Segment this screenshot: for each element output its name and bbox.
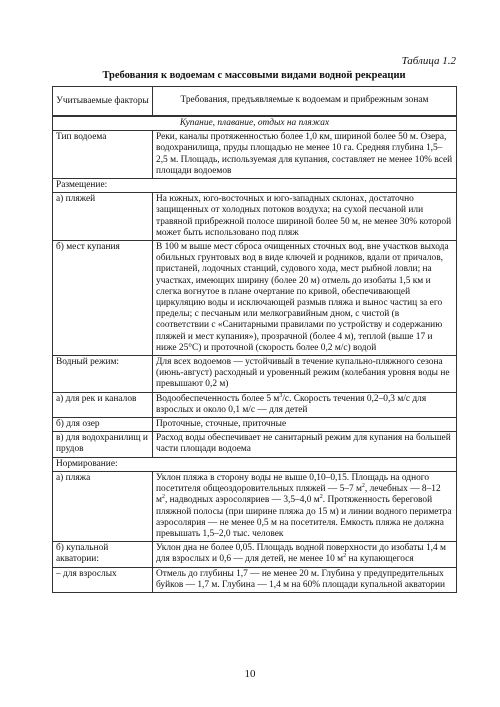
row-text: Расход воды обеспечивает не санитарный режим для купания на большей части площади водоема [153,432,457,457]
table-row [53,356,457,393]
row-text: Для всех водоемов — устойчивый в течение купально-пляжного сезона (июнь-август) расходный и уровенный режим (колебания уровня воды не превышают 0,2 м) [153,356,457,393]
table-row [53,193,457,241]
row-label: б) купальной акватории: [53,542,153,567]
header-factors: Учитываемые факторы [53,87,153,117]
table-row [53,241,457,356]
row-label: а) пляжа [53,471,153,541]
row-label: б) мест купания [53,241,153,356]
table-row [53,179,457,193]
row-label: а) для рек и каналов [53,392,153,417]
row-label: Размещение: [53,179,457,193]
table-row [53,432,457,457]
table-row [53,131,457,179]
table-row [53,116,457,131]
table-row [53,418,457,432]
row-text: Реки, каналы протяженностью более 1,0 км, шириной более 50 м. Озера, водохранилища, пруды площадью не менее 10 га. Средняя глубина 1,5–2,5 м. Площадь, используемая для купания, составляет не менее 10% всей площади водоемов [153,131,457,179]
table-row [53,567,457,592]
row-text: На южных, юго-восточных и юго-западных склонах, достаточно защищенных от холодных потоков воздуха; на сухой песчаной или травяной прибрежной полосе шириной более 50 м, не менее 30% которой может быть использовано под пляж [153,193,457,241]
row-text: Водообеспеченность более 5 $м^3/с$. Скорость течения 0,2–0,3 м/с для взрослых и около 0,1 м/с — для детей [153,392,457,417]
requirements-table [52,86,457,593]
row-label: а) пляжей [53,193,153,241]
table-header-row [53,87,457,117]
row-label: Водный режим: [53,356,153,393]
table-row [53,457,457,471]
table-title: Требования к водоемам с массовыми видами водной рекреации [102,70,406,81]
page-number: 10 [244,668,256,680]
row-label: Нормирование: [53,457,457,471]
table-row [53,392,457,417]
row-label: в) для водохранилищ и прудов [53,432,153,457]
row-label: б) для озер [53,418,153,432]
row-label: – для взрослых [53,567,153,592]
section-title: Купание, плавание, отдых на пляжах [53,116,457,131]
row-label: Тип водоема [53,131,153,179]
row-text: Проточные, сточные, приточные [153,418,457,432]
table-row [53,471,457,541]
row-text: Отмель до глубины 1,7 — не менее 20 м. Глубина у предупредительных буйков — 1,7 м. Глубина — 1,4 м на 60% площади купальной акватории [153,567,457,592]
row-text: В 100 м выше мест сброса очищенных сточных вод, вне участков выхода обильных грунтовых вод в виде ключей и родников, вдали от причалов, пристаней, лодочных станций, судового хода, мест рыбной ловли; на участках, имеющих ширину (более 20 м) отмель до изобаты 1,5 км и слегка вогнутое в плане очертание по кривой, обеспечивающей циркуляцию воды и исключающей размыв пляжа и вынос частиц за его пределы; с песчаным или мелкогравийным дном, с чистой (в соответствии с «Санитарными правилами по устройству и содержанию пляжей и мест купания»), прозрачной (более 4 м), теплой (выше 17 и ниже 25°С) и проточной (скорость более 0,2 м/с) водой [153,241,457,356]
table-row [53,542,457,567]
header-requirements: Требования, предъявляемые к водоемам и прибрежным зонам [153,87,457,117]
row-text: Уклон пляжа в сторону воды не выше 0,10–0,15. Площадь на одного посетителя общеоздоровительных пляжей — 5–7 $м^2$, лечебных — 8–12 $м^2$, надводных аэросоляриев — 3,5–4,0 $м^2$. Протяженность береговой пляжной полосы (при ширине пляжа до 15 м) и линии водного периметра аэросолярия — не менее 0,5 м на посетителя. Емкость пляжа не должна превышать 1,5–2,0 тыс. человек [153,471,457,541]
table-number: Таблица 1.2 [401,55,456,67]
row-text: Уклон дна не более 0,05. Площадь водной поверхности до изобаты 1,4 м для взрослых и 0,6 — для детей, не менее 10 $м^2$ на купающегося [153,542,457,567]
